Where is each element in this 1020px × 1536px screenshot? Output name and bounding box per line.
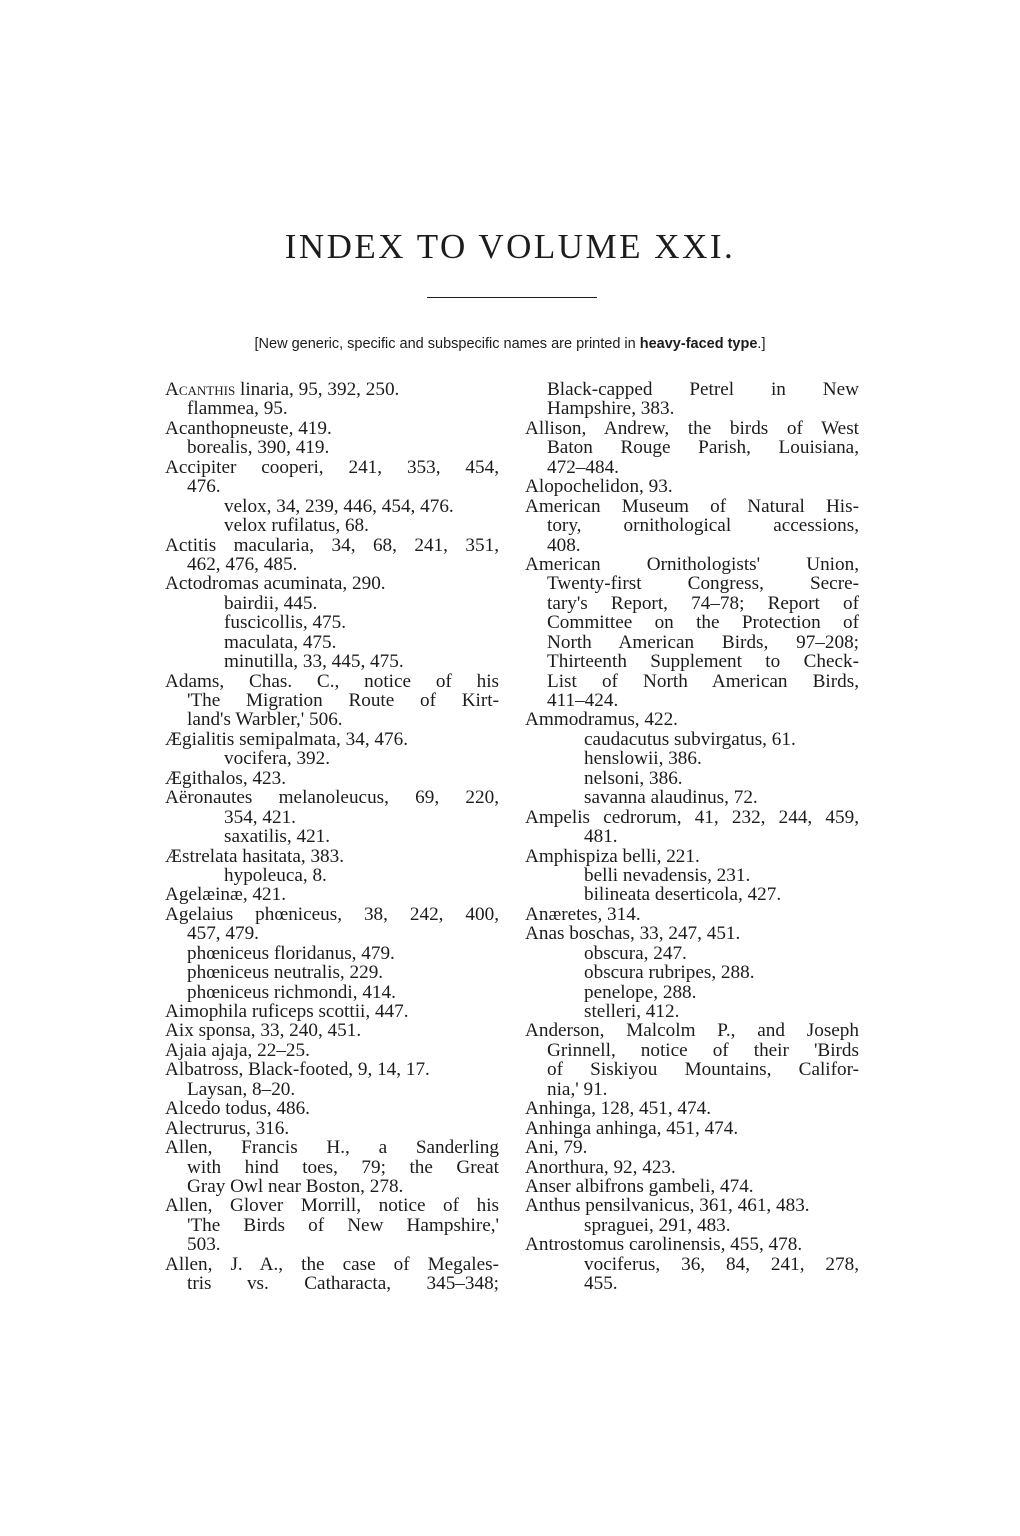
index-entry: Ægithalos, 423. [165,767,286,789]
index-entry: 481. [584,826,618,848]
index-entry: 472–484. [547,456,619,478]
index-entry: Ajaia ajaja, 22–25. [165,1039,310,1061]
index-entry: Thirteenth Supplement to Check- [547,652,859,672]
index-entry: of Siskiyou Mountains, Califor- [547,1060,859,1080]
index-entry: phœniceus richmondi, 414. [187,981,396,1003]
index-entry: tory, ornithological accessions, [547,516,859,536]
index-entry: Baton Rouge Parish, Louisiana, [547,438,859,458]
index-entry: obscura rubripes, 288. [584,962,755,984]
index-entry: nia,' 91. [547,1078,608,1100]
index-entry: with hind toes, 79; the Great [187,1157,499,1177]
index-entry: Gray Owl near Boston, 278. [187,1175,404,1197]
index-entry: Adams, Chas. C., notice of his [165,671,499,691]
index-entry: Amphispiza belli, 221. [525,845,700,867]
index-entry: Hampshire, 383. [547,398,675,420]
index-entry: Accipiter cooperi, 241, 353, 454, [165,457,499,478]
index-entry: North American Birds, 97–208; [547,632,859,653]
index-entry: hypoleuca, 8. [224,864,327,886]
index-entry: saxatilis, 421. [224,826,331,848]
index-entry: Agelæinæ, 421. [165,884,286,906]
index-entry: Antrostomus carolinensis, 455, 478. [525,1234,803,1256]
index-entry: Actodromas acuminata, 290. [165,573,386,595]
index-entry: Anæretes, 314. [525,903,641,925]
index-entry: minutilla, 33, 445, 475. [224,651,404,673]
index-entry: velox, 34, 239, 446, 454, 476. [224,495,454,517]
index-entry: Aix sponsa, 33, 240, 451. [165,1020,362,1042]
index-entry: stelleri, 412. [584,1001,680,1022]
index-entry: 'The Birds of New Hampshire,' [187,1215,499,1236]
index-entry: henslowii, 386. [584,748,702,770]
index-entry: tris vs. Catharacta, 345–348; [187,1274,499,1294]
index-entry: Twenty-first Congress, Secre- [547,574,859,594]
index-entry: Ani, 79. [525,1137,588,1159]
index-entry: Æstrelata hasitata, 383. [165,845,345,867]
index-entry: 411–424. [547,690,619,711]
index-entry: American Ornithologists' Union, [525,554,859,575]
index-entry: Black-capped Petrel in New [547,380,859,400]
index-entry: 476. [187,476,221,498]
typography-note [0,334,1020,354]
index-entry: 'The Migration Route of Kirt- [187,691,499,711]
index-entry: Grinnell, notice of their 'Birds [547,1040,859,1061]
index-entry: American Museum of Natural His- [525,496,859,517]
index-entry: Ægialitis semipalmata, 34, 476. [165,728,409,750]
index-entry: Aëronautes melanoleucus, 69, 220, [165,788,499,808]
index-entry: 457, 479. [187,923,259,945]
index-entry: phœniceus floridanus, 479. [187,942,395,964]
index-entry: Alcedo todus, 486. [165,1098,310,1120]
index-column-left [165,380,499,1294]
index-entry: Anderson, Malcolm P., and Joseph [525,1021,859,1041]
index-entry: Anthus pensilvanicus, 361, 461, 483. [525,1195,810,1217]
index-entry: 408. [547,534,581,556]
index-entry: Alectrurus, 316. [165,1117,290,1139]
index-entry: caudacutus subvirgatus, 61. [584,728,796,750]
index-entry: Anorthura, 92, 423. [525,1156,676,1178]
index-entry: vocifera, 392. [224,748,331,770]
page-title: INDEX TO VOLUME XXI. [284,227,736,266]
index-entry: Ampelis cedrorum, 41, 232, 244, 459, [525,807,859,828]
index-entry: List of North American Birds, [547,671,859,691]
title-divider [427,297,597,298]
index-entry: 354, 421. [224,806,296,828]
note-bold: heavy-faced type [639,336,758,352]
index-entry: Anas boschas, 33, 247, 451. [525,923,741,945]
index-entry: phœniceus neutralis, 229. [187,962,384,984]
index-entry: vociferus, 36, 84, 241, 278, [584,1254,859,1275]
index-entry: bilineata deserticola, 427. [584,884,782,906]
note-suffix: .] [757,336,766,352]
index-entry: Allen, Francis H., a Sanderling [165,1138,499,1158]
index-entry: bairdii, 445. [224,592,318,614]
index-entry: maculata, 475. [224,631,337,653]
index-entry: 455. [584,1273,618,1295]
index-entry: Aimophila ruficeps scottii, 447. [165,1001,409,1022]
index-entry: Laysan, 8–20. [187,1078,296,1100]
index-entry: Acanthopneuste, 419. [165,417,332,439]
index-entry: Anser albifrons gambeli, 474. [525,1175,754,1197]
index-column-right [525,380,859,1294]
index-entry: nelsoni, 386. [584,767,683,789]
index-entry: 462, 476, 485. [187,553,298,575]
index-entry: belli nevadensis, 231. [584,864,751,886]
index-entry: Allison, Andrew, the birds of West [525,418,859,439]
index-entry: Allen, J. A., the case of Megales- [165,1254,499,1275]
index-entry: fuscicollis, 475. [224,612,347,634]
index-entry: velox rufilatus, 68. [224,515,369,537]
index-entry: land's Warbler,' 506. [187,709,343,731]
index-entry: Anhinga, 128, 451, 474. [525,1098,712,1120]
index-entry: Agelaius phœniceus, 38, 242, 400, [165,904,499,925]
index-entry: spraguei, 291, 483. [584,1214,731,1236]
index-entry: Albatross, Black-footed, 9, 14, 17. [165,1059,430,1081]
index-entry: flammea, 95. [187,398,288,420]
index-entry: penelope, 288. [584,981,697,1003]
note-prefix: [New generic, specific and subspecific names are printed in [254,336,640,352]
index-entry: Anhinga anhinga, 451, 474. [525,1117,739,1139]
index-entry: obscura, 247. [584,942,687,964]
index-entry: Acanthis linaria, 95, 392, 250. [165,379,400,400]
index-entry: Ammodramus, 422. [525,709,678,731]
index-entry: Committee on the Protection of [547,613,859,633]
index-entry: tary's Report, 74–78; Report of [547,593,859,614]
index-entry: Allen, Glover Morrill, notice of his [165,1196,499,1216]
index-entry: 503. [187,1234,221,1256]
index-entry: Actitis macularia, 34, 68, 241, 351, [165,535,499,555]
index-entry: savanna alaudinus, 72. [584,787,758,809]
index-entry: borealis, 390, 419. [187,437,330,459]
index-entry: Alopochelidon, 93. [525,476,673,498]
